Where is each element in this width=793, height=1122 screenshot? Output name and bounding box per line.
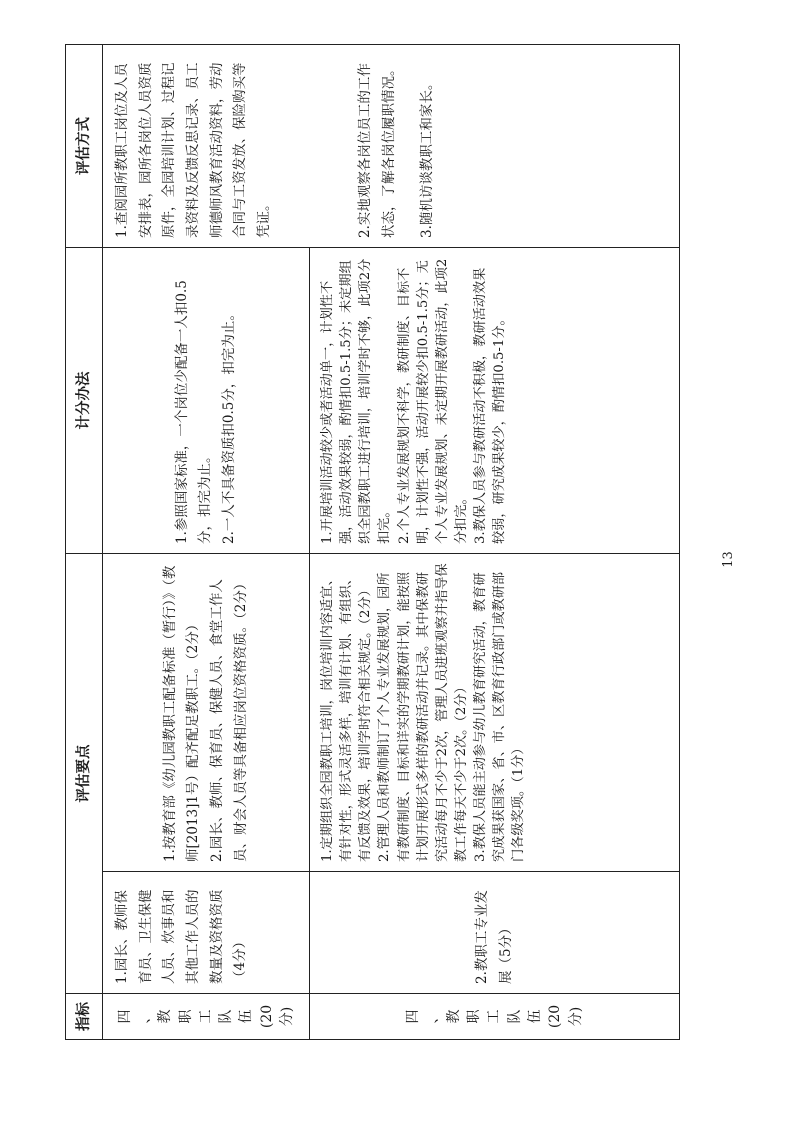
scoring-item: 2.一人不具备资质扣0.5分，扣完为止。: [220, 307, 237, 544]
indicator-cell: 四 、 教 职 工 队 伍 (20分): [310, 994, 680, 1040]
header-points: 评估要点: [66, 554, 103, 994]
page-number: 13: [720, 551, 736, 568]
header-indicator: 指标: [66, 994, 103, 1040]
method-item: 2.实地观察各岗位员工的工作状态，了解各岗位履职情况。: [357, 62, 397, 238]
sub-indicator: 2.教职工专业发展（5分）: [310, 872, 680, 994]
method-item: 3.随机访谈教职工和家长。: [418, 76, 435, 238]
indicator-cell: 四 、 教 职 工 队 伍 (20分): [103, 994, 310, 1040]
header-method: 评估方式: [66, 45, 103, 248]
evaluation-points: [310, 554, 680, 872]
evaluation-table-page: [65, 45, 680, 1040]
table-row: [103, 45, 310, 1040]
scoring-item: 1.参照国家标准，一个岗位少配备一人扣0.5分，扣完为止。: [173, 280, 214, 544]
header-scoring: 计分办法: [66, 248, 103, 554]
scoring-method: [103, 248, 310, 554]
assessment-method: [103, 45, 680, 248]
sub-indicator: 1.园长、教师保育员、卫生保健人员、炊事员和其他工作人员的数量及资格资质（4分）: [103, 872, 310, 994]
scoring-item: 2.个人专业发展规划不科学，教研制度、目标不明，计划性不强，活动开展较少扣0.5-1.5分；无个人专业发展规划、未定期开展教研活动，此项2分扣完。: [396, 258, 469, 544]
point-item: 2.管理人员和教师制订了个人专业发展规划，园所有教研制度、目标和详实的学期教研计划，能按照计划开展形式多样的教研活动并记录。其中保教研究活动每月不少于2次，管理人员进班观察并指导保教工作每天不少于2次。（2分）: [377, 563, 469, 862]
point-item: 3.教保人员能主动参与幼儿教育研究活动，教育研究成果获国家、省、市、区教育行政部门或教研部门各级奖项。（1分）: [473, 571, 527, 862]
evaluation-points: [103, 554, 310, 872]
point-item: 1.按教育部《幼儿园教职工配备标准（暂行）》（教师[2013]1号）配齐配足教职工。（2分）: [161, 565, 202, 862]
scoring-item: 1.开展培训活动较少或者活动单一，计划性不强，活动效果较弱，酌情扣0.5-1.5分；未定期组织全园教职工进行培训，培训学时不够，此项2分扣完。: [320, 258, 393, 544]
point-item: 1.定期组织全园教职工培训，岗位培训内容适宜、有针对性，形式灵活多样，培训有计划、有组织、有反馈及效果，培训学时符合相关规定。（2分）: [320, 571, 374, 862]
scoring-method: [310, 248, 680, 554]
evaluation-table: [65, 44, 680, 1040]
scoring-item: 3.教保人员参与教研活动不积极，教研活动效果较弱，研究成果较少，酌情扣0.5-1分。: [473, 267, 508, 544]
method-item: 1.查阅园所教职工岗位及人员安排表，园所各岗位人员资质原件，全园培训计划、过程记录资料及反馈反思记录、员工师德师风教育活动资料，劳动合同与工资发放、保险购买等凭证。: [114, 62, 272, 238]
table-header-row: [66, 45, 103, 1040]
point-item: 2.园长、教师、保育员、保健人员、食堂工作人员、财会人员等具备相应岗位资格资质。（2分）: [209, 576, 249, 862]
